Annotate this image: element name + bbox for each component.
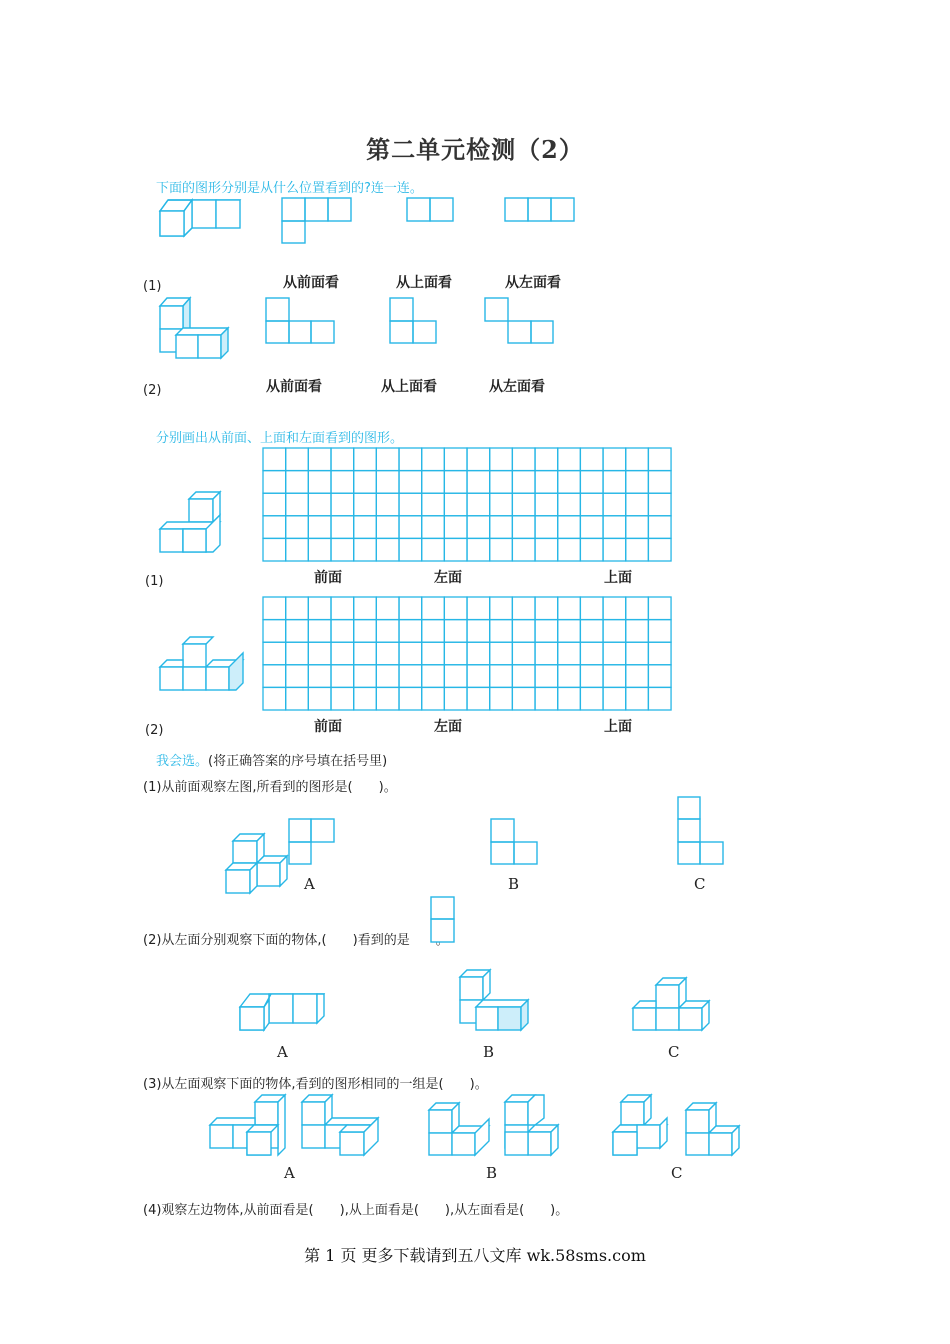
question-2-text: (2)从左面分别观察下面的物体,( )看到的是 (143, 933, 410, 948)
option-label: C (668, 1043, 680, 1061)
section3-heading-text: 我会选。 (156, 754, 209, 769)
question-2-end: 。 (435, 933, 449, 948)
section2-heading: 分别画出从前面、上面和左面看到的图形。 (156, 431, 404, 446)
grid-label: 上面 (604, 719, 632, 735)
cube-solid-12 (505, 1095, 558, 1155)
option-label: B (486, 1164, 498, 1182)
question-1: (1)从前面观察左图,所看到的图形是( )。 (143, 780, 397, 795)
section3-note: (将正确答案的序号填在括号里) (208, 754, 388, 769)
question-3: (3)从左面观察下面的物体,看到的图形相同的一组是( )。 (143, 1077, 488, 1092)
option-label: B (483, 1043, 495, 1061)
question-4: (4)观察左边物体,从前面看是( ),从上面看是( ),从左面看是( )。 (143, 1203, 569, 1218)
view-label: 从上面看 (381, 379, 437, 395)
cube-solid-11 (429, 1103, 489, 1155)
section1-heading: 下面的图形分别是从什么位置看到的?连一连。 (156, 181, 423, 196)
option-label: A (304, 875, 315, 893)
option-label: B (508, 875, 520, 893)
page-footer: 第 1 页 更多下载请到五八文库 wk.58sms.com (304, 1246, 646, 1265)
grid-label: 前面 (314, 719, 342, 735)
cube-solid-13 (613, 1095, 667, 1155)
option-label: A (284, 1164, 295, 1182)
section2-item2-number: (2) (145, 723, 164, 738)
cube-solid-10 (302, 1095, 378, 1155)
view-label: 从上面看 (396, 275, 452, 291)
grid-label: 前面 (314, 570, 342, 586)
cube-solid-9 (210, 1095, 285, 1155)
section1-item1-number: (1) (143, 279, 162, 294)
section2-item1-number: (1) (145, 574, 164, 589)
grid-label: 上面 (604, 570, 632, 586)
cube-solid-14 (686, 1103, 739, 1155)
view-label: 从前面看 (266, 379, 322, 395)
grid-label: 左面 (434, 719, 462, 735)
page-title: 第二单元检测（2） (366, 135, 584, 164)
view-label: 从前面看 (283, 275, 339, 291)
option-label: A (277, 1043, 288, 1061)
view-label: 从左面看 (489, 379, 545, 395)
option-label: C (694, 875, 706, 893)
section1-item2-number: (2) (143, 383, 162, 398)
view-label: 从左面看 (505, 275, 561, 291)
grid-label: 左面 (434, 570, 462, 586)
option-label: C (671, 1164, 683, 1182)
